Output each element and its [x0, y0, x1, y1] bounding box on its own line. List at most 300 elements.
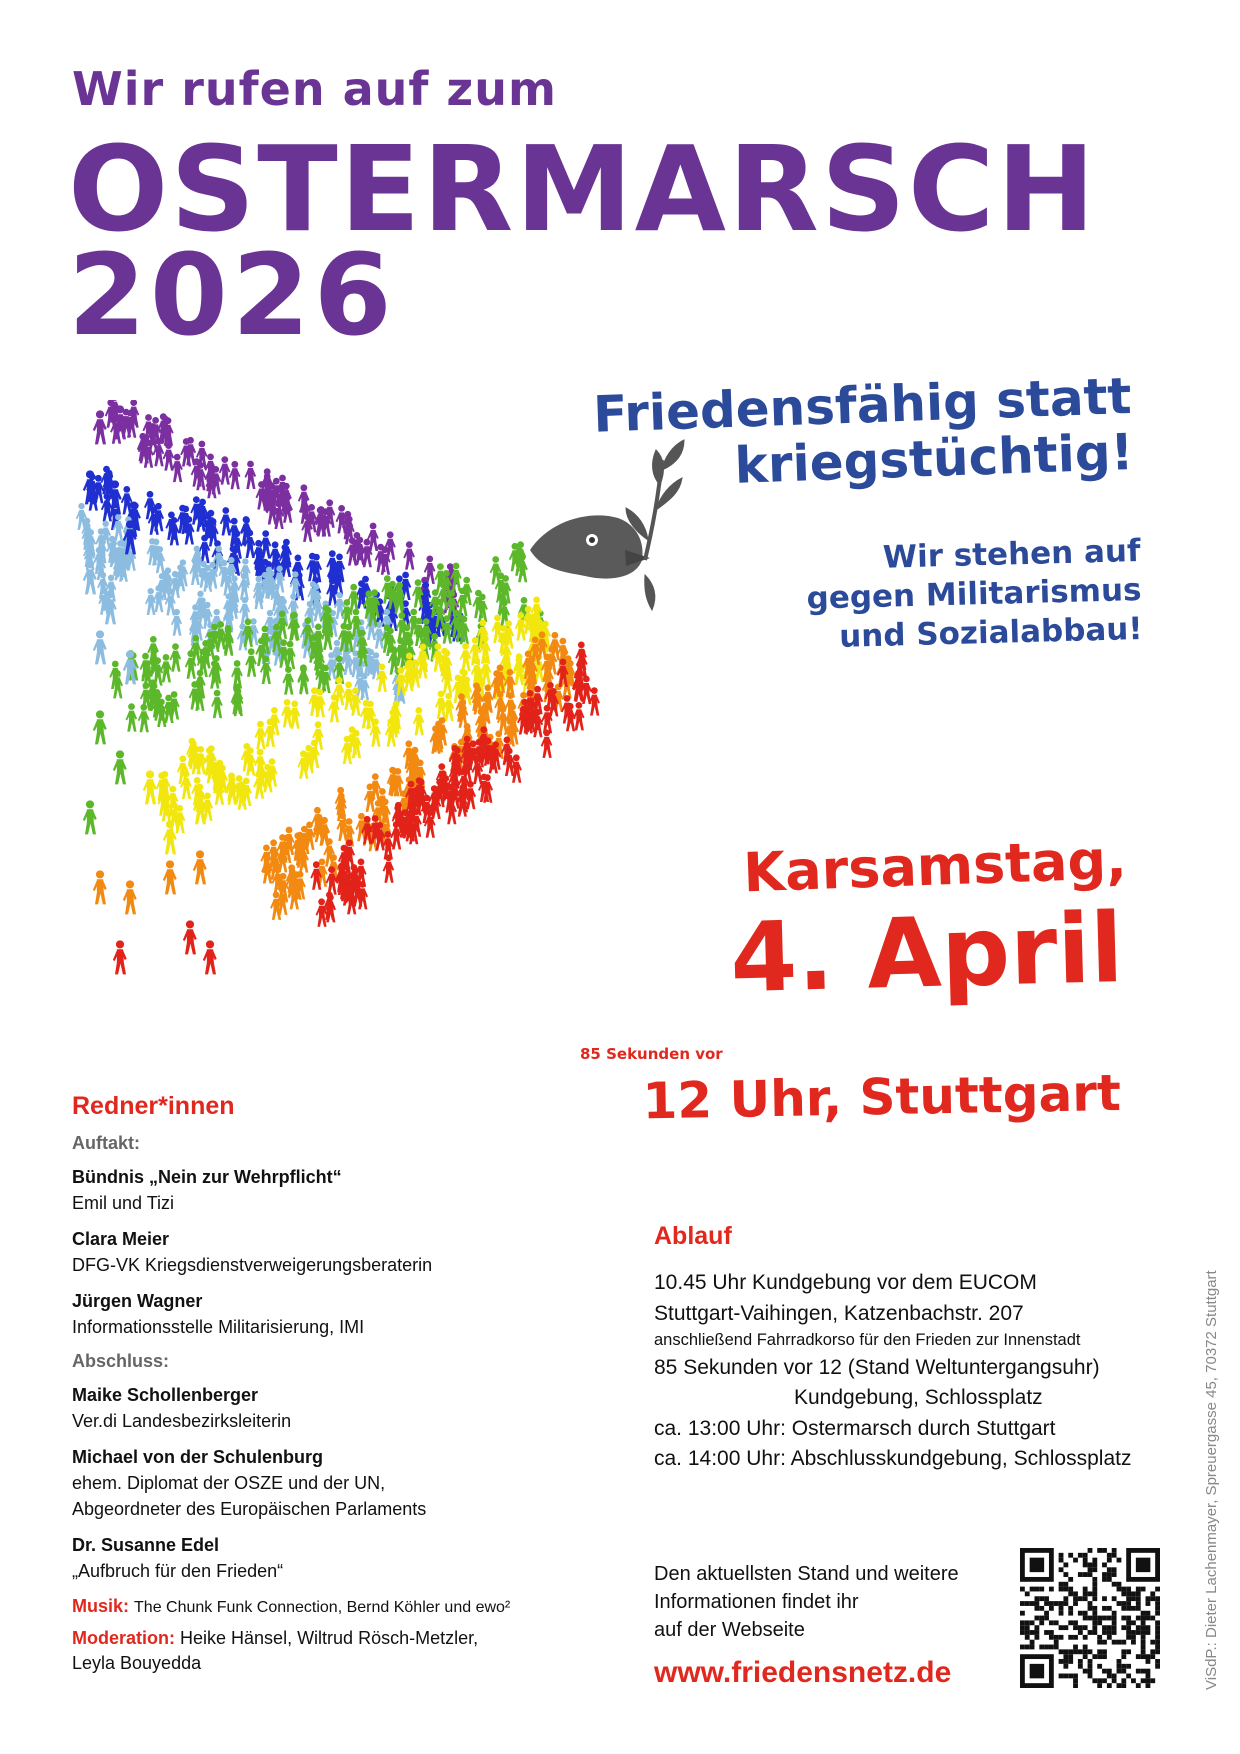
qr-module [1054, 1645, 1059, 1650]
qr-module [1155, 1635, 1160, 1640]
marcher-figure-icon [83, 800, 97, 834]
qr-module [1063, 1664, 1068, 1669]
qr-module [1141, 1654, 1146, 1659]
qr-module [1083, 1596, 1088, 1601]
qr-module [1063, 1674, 1068, 1679]
speaker-name: Jürgen Wagner [72, 1291, 203, 1312]
qr-module [1121, 1664, 1126, 1669]
qr-module [1150, 1616, 1155, 1621]
qr-module [1088, 1562, 1093, 1567]
qr-module [1073, 1683, 1078, 1688]
qr-module [1126, 1664, 1131, 1669]
qr-module [1131, 1606, 1136, 1611]
qr-module [1112, 1548, 1117, 1553]
qr-module [1034, 1625, 1039, 1630]
peace-dove-icon [70, 400, 710, 1060]
qr-module [1131, 1620, 1136, 1625]
opening-label: Auftakt: [72, 1133, 140, 1153]
program-line: 85 Sekunden vor 12 (Stand Weltuntergangsuhr) [654, 1356, 1100, 1380]
qr-module [1049, 1635, 1054, 1640]
website-link[interactable]: www.friedensnetz.de [654, 1656, 952, 1689]
qr-module [1088, 1601, 1093, 1606]
qr-module [1034, 1630, 1039, 1635]
qr-module [1078, 1553, 1083, 1558]
qr-module [1020, 1587, 1025, 1592]
qr-module [1083, 1669, 1088, 1674]
main-title: OSTERMARSCH [68, 120, 1098, 258]
qr-module [1155, 1659, 1160, 1664]
qr-module [1039, 1587, 1044, 1592]
qr-module [1088, 1674, 1093, 1679]
marcher-figure-icon [93, 870, 107, 904]
qr-module [1083, 1591, 1088, 1596]
marcher-figure-icon [145, 588, 156, 615]
qr-module [1102, 1606, 1107, 1611]
qr-module [1063, 1572, 1068, 1577]
qr-module [1088, 1659, 1093, 1664]
qr-module [1092, 1616, 1097, 1621]
qr-module [1092, 1620, 1097, 1625]
qr-module [1039, 1596, 1044, 1601]
qr-module [1083, 1635, 1088, 1640]
qr-module [1155, 1587, 1160, 1592]
qr-module [1112, 1567, 1117, 1572]
qr-module [1073, 1649, 1078, 1654]
qr-module [1131, 1591, 1136, 1596]
closing-label: Abschluss: [72, 1350, 170, 1371]
qr-module [1034, 1596, 1039, 1601]
qr-module [1155, 1625, 1160, 1630]
marcher-figure-icon [245, 648, 257, 676]
qr-module [1150, 1640, 1155, 1645]
qr-module [1117, 1683, 1122, 1688]
marcher-figure-icon [170, 643, 182, 671]
qr-module [1073, 1558, 1078, 1563]
qr-module [1155, 1601, 1160, 1606]
qr-module [1146, 1625, 1151, 1630]
qr-module [1088, 1664, 1093, 1669]
qr-module [1020, 1645, 1025, 1650]
slogan-line-1: Friedensfähig statt [591, 367, 1132, 444]
marcher-figure-icon [370, 718, 382, 746]
qr-module [1141, 1616, 1146, 1621]
qr-module [1102, 1616, 1107, 1621]
qr-module [1059, 1582, 1064, 1587]
qr-module [1136, 1625, 1141, 1630]
speaker-entry [72, 1382, 632, 1434]
qr-module [1088, 1616, 1093, 1621]
qr-module [1088, 1649, 1093, 1654]
qr-module [1097, 1654, 1102, 1659]
qr-module [1117, 1640, 1122, 1645]
qr-module [1092, 1606, 1097, 1611]
qr-module [1068, 1587, 1073, 1592]
qr-module [1073, 1591, 1078, 1596]
qr-module [1088, 1548, 1093, 1553]
qr-module [1044, 1596, 1049, 1601]
qr-module [1020, 1601, 1025, 1606]
qr-module [1117, 1669, 1122, 1674]
music-line [72, 1594, 632, 1619]
qr-module [1063, 1649, 1068, 1654]
qr-module [1146, 1669, 1151, 1674]
qr-module [1097, 1635, 1102, 1640]
marcher-figure-icon [588, 687, 600, 715]
qr-module [1107, 1567, 1112, 1572]
qr-module [1034, 1587, 1039, 1592]
moderation-text: Heike Hänsel, Wiltrud Rösch-Metzler, [180, 1627, 479, 1648]
qr-module [1121, 1616, 1126, 1621]
qr-module [1039, 1616, 1044, 1621]
qr-module [1155, 1630, 1160, 1635]
event-date: 4. April [729, 892, 1125, 1015]
qr-module [1083, 1562, 1088, 1567]
qr-module [1126, 1635, 1131, 1640]
speaker-entry [72, 1288, 632, 1340]
marcher-figure-icon [316, 898, 328, 926]
qr-module [1025, 1630, 1030, 1635]
qr-module [1102, 1640, 1107, 1645]
speakers-section [72, 1092, 632, 1676]
qr-module [1097, 1620, 1102, 1625]
qr-module [1136, 1630, 1141, 1635]
marcher-figure-icon [126, 703, 138, 731]
qr-module [1078, 1630, 1083, 1635]
qr-module [1020, 1611, 1025, 1616]
qr-module [1059, 1674, 1064, 1679]
qr-module [1030, 1587, 1035, 1592]
qr-module [1155, 1611, 1160, 1616]
info-text [654, 1560, 1034, 1644]
stance-line-2: gegen Militarismus [806, 571, 1142, 617]
speaker-desc: „Aufbruch für den Frieden“ [72, 1561, 284, 1582]
speaker-name: Michael von der Schulenburg [72, 1446, 324, 1467]
qr-module [1155, 1640, 1160, 1645]
qr-module [1121, 1601, 1126, 1606]
qr-module [1044, 1630, 1049, 1635]
olive-branch-icon [626, 440, 684, 610]
qr-module [1092, 1630, 1097, 1635]
qr-module [1121, 1606, 1126, 1611]
qr-module [1083, 1616, 1088, 1621]
qr-module [1131, 1678, 1136, 1683]
qr-module [1059, 1611, 1064, 1616]
qr-module [1155, 1620, 1160, 1625]
info-line: Informationen findet ihr [654, 1591, 859, 1613]
qr-module [1107, 1553, 1112, 1558]
marcher-figure-icon [160, 654, 172, 682]
qr-module [1030, 1664, 1044, 1678]
qr-module [1136, 1606, 1141, 1611]
marcher-figure-icon [282, 666, 294, 694]
qr-module [1126, 1616, 1131, 1621]
qr-module [1039, 1620, 1044, 1625]
qr-module [1141, 1678, 1146, 1683]
marcher-figure-icon [113, 750, 127, 784]
marcher-figure-icon [193, 850, 207, 884]
qr-module [1146, 1674, 1151, 1679]
qr-module [1068, 1649, 1073, 1654]
qr-module [1092, 1678, 1097, 1683]
qr-module [1131, 1596, 1136, 1601]
qr-module [1025, 1591, 1030, 1596]
slogan-line-2: kriegstüchtig! [733, 422, 1134, 495]
qr-module [1112, 1620, 1117, 1625]
qr-module [1073, 1596, 1078, 1601]
qr-module [1146, 1616, 1151, 1621]
qr-module [1107, 1674, 1112, 1679]
qr-module [1107, 1630, 1112, 1635]
qr-module [1088, 1572, 1093, 1577]
qr-module [1107, 1577, 1112, 1582]
marcher-figure-icon [298, 666, 310, 694]
qr-module [1102, 1649, 1107, 1654]
qr-module [1107, 1606, 1112, 1611]
qr-module [1073, 1674, 1078, 1679]
qr-module [1039, 1645, 1044, 1650]
intro-text: Wir rufen auf zum [72, 62, 557, 116]
qr-module [1117, 1601, 1122, 1606]
qr-module [1141, 1625, 1146, 1630]
qr-code-icon[interactable] [1020, 1548, 1160, 1688]
speaker-entry [72, 1226, 632, 1278]
qr-module [1063, 1596, 1068, 1601]
marcher-figure-icon [541, 730, 553, 758]
qr-module [1155, 1645, 1160, 1650]
qr-module [1034, 1601, 1039, 1606]
qr-module [1073, 1625, 1078, 1630]
event-day: Karsamstag, [741, 828, 1128, 905]
qr-module [1117, 1659, 1122, 1664]
marcher-figure-icon [435, 691, 447, 719]
speaker-desc: ehem. Diplomat der OSZE und der UN, [72, 1472, 386, 1493]
qr-module [1117, 1587, 1122, 1592]
music-text: The Chunk Funk Connection, Bernd Köhler und ewo² [134, 1599, 511, 1617]
qr-module [1155, 1664, 1160, 1669]
qr-module [1068, 1606, 1073, 1611]
stance-line-1: Wir stehen auf [882, 532, 1141, 576]
qr-module [1136, 1558, 1150, 1572]
qr-module [1059, 1606, 1064, 1611]
qr-module [1020, 1630, 1025, 1635]
qr-module [1063, 1625, 1068, 1630]
qr-module [1141, 1635, 1146, 1640]
qr-module [1146, 1659, 1151, 1664]
qr-module [1102, 1562, 1107, 1567]
marcher-figure-icon [412, 579, 424, 607]
qr-module [1049, 1630, 1054, 1635]
speaker-name: Bündnis „Nein zur Wehrpflicht“ [72, 1167, 342, 1187]
qr-module [1030, 1640, 1035, 1645]
stance-line-3: und Sozialabbau! [838, 610, 1143, 655]
qr-module [1112, 1596, 1117, 1601]
qr-module [1083, 1625, 1088, 1630]
qr-module [1068, 1591, 1073, 1596]
qr-module [1141, 1587, 1146, 1592]
qr-module [1150, 1649, 1155, 1654]
marcher-figure-icon [403, 541, 415, 569]
qr-module [1049, 1587, 1054, 1592]
marcher-figure-icon [260, 656, 272, 684]
qr-module [1097, 1640, 1102, 1645]
info-line: auf der Webseite [654, 1619, 805, 1641]
marcher-figure-icon [163, 820, 177, 854]
qr-module [1044, 1611, 1049, 1616]
speaker-entry [72, 1164, 632, 1216]
qr-module [1049, 1620, 1054, 1625]
qr-module [1141, 1630, 1146, 1635]
qr-module [1088, 1606, 1093, 1611]
qr-module [1097, 1548, 1102, 1553]
qr-module [1030, 1620, 1035, 1625]
qr-module [1121, 1640, 1126, 1645]
qr-module [1112, 1625, 1117, 1630]
qr-module [1117, 1558, 1122, 1563]
qr-module [1068, 1674, 1073, 1679]
qr-module [1059, 1659, 1064, 1664]
speaker-desc: Emil und Tizi [72, 1193, 175, 1214]
qr-module [1083, 1654, 1088, 1659]
qr-module [1054, 1601, 1059, 1606]
program-line: Stuttgart-Vaihingen, Katzenbachstr. 207 [654, 1301, 1024, 1325]
program-line: ca. 14:00 Uhr: Abschlusskundgebung, Schlossplatz [654, 1447, 1132, 1471]
qr-module [1141, 1649, 1146, 1654]
program-line: anschließend Fahrradkorso für den Frieden zur Innenstadt [654, 1331, 1081, 1350]
marcher-figure-icon [76, 503, 87, 530]
marcher-figure-icon [203, 940, 217, 974]
marcher-figure-icon [211, 690, 223, 718]
qr-module [1078, 1659, 1083, 1664]
qr-module [1039, 1606, 1044, 1611]
marcher-figure-icon [413, 707, 425, 735]
qr-module [1034, 1606, 1039, 1611]
qr-module [1063, 1562, 1068, 1567]
program-line: ca. 13:00 Uhr: Ostermarsch durch Stuttgart [654, 1416, 1056, 1440]
qr-module [1068, 1553, 1073, 1558]
qr-module [1126, 1596, 1131, 1601]
qr-module [1073, 1620, 1078, 1625]
qr-module [1092, 1654, 1097, 1659]
moderation-text-2: Leyla Bouyedda [72, 1652, 202, 1673]
marcher-figure-icon [83, 560, 97, 594]
marcher-figure-icon [93, 630, 107, 664]
qr-module [1097, 1678, 1102, 1683]
qr-module [1112, 1553, 1117, 1558]
qr-module [1107, 1558, 1112, 1563]
qr-module [1112, 1674, 1117, 1679]
marcher-figure-icon [121, 486, 133, 514]
qr-module [1025, 1645, 1030, 1650]
qr-module [1126, 1591, 1131, 1596]
qr-module [1068, 1654, 1073, 1659]
qr-module [1097, 1616, 1102, 1621]
speaker-desc: Ver.di Landesbezirksleiterin [72, 1410, 292, 1431]
qr-module [1121, 1587, 1126, 1592]
speaker-name: Dr. Susanne Edel [72, 1535, 220, 1556]
marcher-figure-icon [183, 920, 197, 954]
qr-module [1044, 1616, 1049, 1621]
qr-module [1025, 1635, 1030, 1640]
qr-module [1073, 1645, 1078, 1650]
event-time-city: 12 Uhr, Stuttgart [641, 1064, 1122, 1131]
qr-module [1117, 1664, 1122, 1669]
qr-module [1121, 1669, 1126, 1674]
qr-module [1126, 1587, 1131, 1592]
qr-module [1088, 1591, 1093, 1596]
marcher-figure-icon [220, 507, 232, 535]
marcher-figure-icon [163, 442, 175, 470]
qr-module [1146, 1654, 1151, 1659]
qr-module [1097, 1649, 1102, 1654]
qr-module [1136, 1669, 1141, 1674]
qr-module [1068, 1611, 1073, 1616]
qr-module [1150, 1678, 1155, 1683]
qr-module [1146, 1683, 1151, 1688]
qr-module [1020, 1620, 1025, 1625]
qr-module [1107, 1616, 1112, 1621]
qr-module [1126, 1601, 1131, 1606]
qr-module [1073, 1601, 1078, 1606]
qr-module [1107, 1572, 1112, 1577]
qr-module [1054, 1640, 1059, 1645]
qr-module [1146, 1678, 1151, 1683]
marcher-figure-icon [163, 860, 177, 894]
qr-module [1155, 1649, 1160, 1654]
qr-module [1126, 1630, 1131, 1635]
marcher-figure-icon [229, 461, 241, 489]
qr-module [1083, 1553, 1088, 1558]
qr-module [1049, 1606, 1054, 1611]
qr-module [1102, 1596, 1107, 1601]
qr-module [1059, 1553, 1064, 1558]
qr-module [1126, 1674, 1131, 1679]
qr-module [1030, 1630, 1035, 1635]
speaker-name: Clara Meier [72, 1229, 170, 1250]
speaker-desc: DFG-VK Kriegsdienstverweigerungsberaterin [72, 1255, 433, 1276]
qr-module [1102, 1669, 1107, 1674]
qr-module [1054, 1635, 1059, 1640]
speaker-desc-2: Abgeordneter des Europäischen Parlaments [72, 1498, 427, 1519]
qr-module [1025, 1601, 1030, 1606]
qr-module [1102, 1678, 1107, 1683]
qr-module [1126, 1606, 1131, 1611]
qr-module [1092, 1591, 1097, 1596]
program-section [654, 1218, 1174, 1475]
qr-module [1030, 1601, 1035, 1606]
marcher-figure-icon [123, 880, 137, 914]
info-line: Den aktuellsten Stand und weitere [654, 1563, 959, 1585]
marcher-figure-icon [381, 575, 393, 603]
qr-module [1126, 1649, 1131, 1654]
qr-module [1078, 1611, 1083, 1616]
marcher-figure-icon [434, 563, 446, 591]
qr-module [1088, 1630, 1093, 1635]
qr-module [1107, 1669, 1112, 1674]
qr-module [1078, 1625, 1083, 1630]
qr-module [1092, 1596, 1097, 1601]
speaker-entry [72, 1444, 632, 1522]
qr-module [1097, 1683, 1102, 1688]
qr-module [1136, 1616, 1141, 1621]
qr-module [1112, 1582, 1117, 1587]
qr-module [1146, 1611, 1151, 1616]
qr-module [1068, 1620, 1073, 1625]
qr-module [1102, 1548, 1107, 1553]
qr-module [1121, 1683, 1126, 1688]
qr-module [1088, 1567, 1093, 1572]
qr-module [1136, 1601, 1141, 1606]
qr-module [1078, 1572, 1083, 1577]
